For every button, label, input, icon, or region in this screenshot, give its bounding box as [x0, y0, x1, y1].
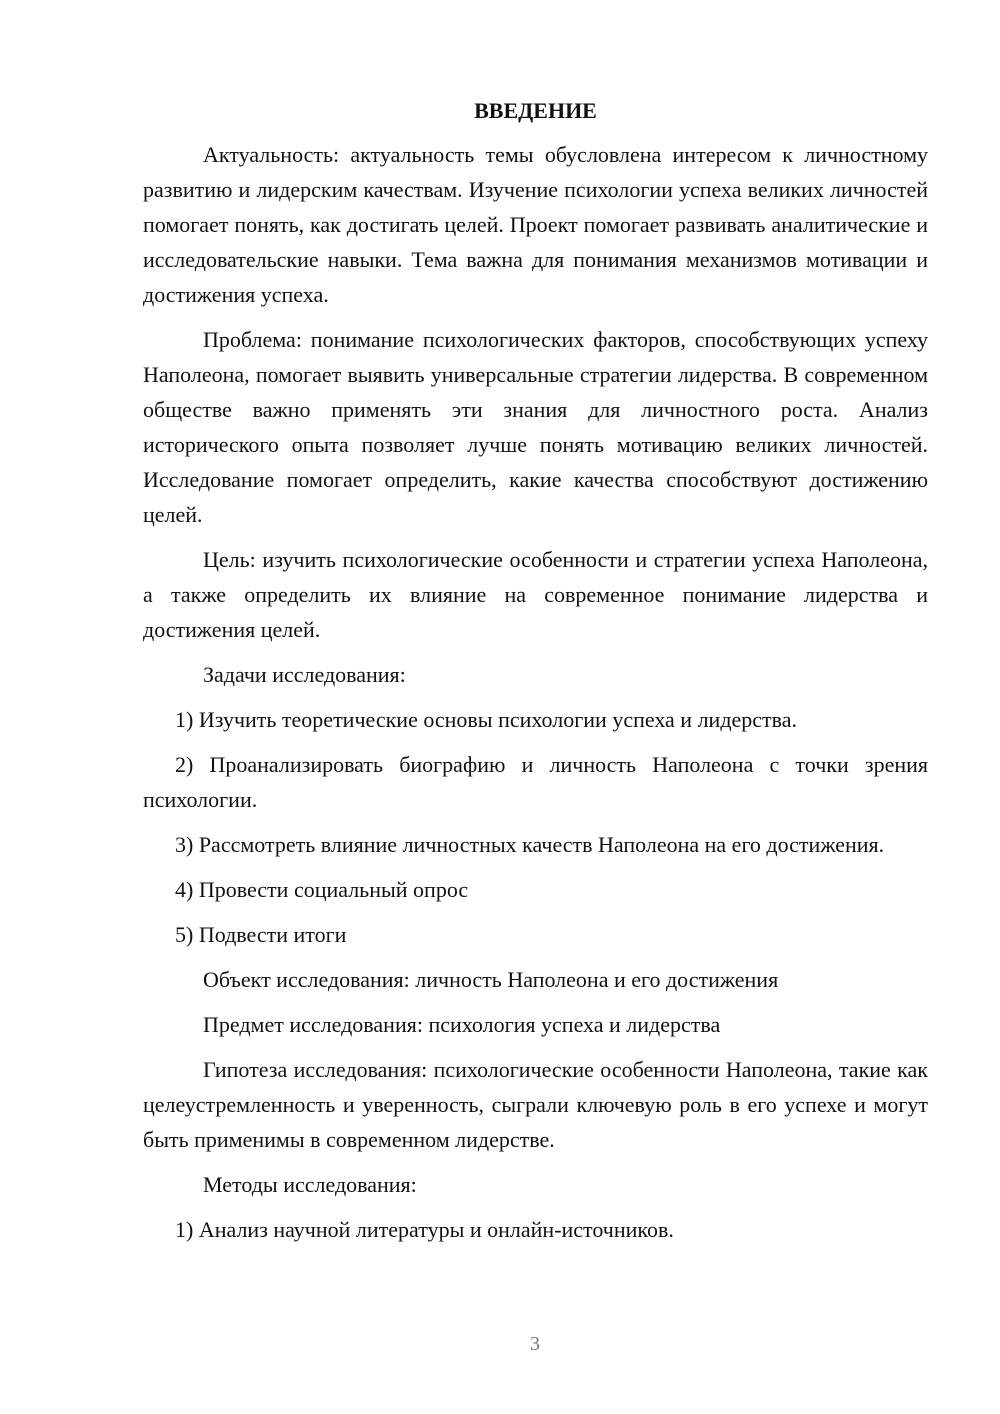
method-item-1: 1) Анализ научной литературы и онлайн-источников.: [175, 1217, 674, 1242]
goal-paragraph: Цель: изучить психологические особенности и стратегии успеха Наполеона, а также определить их влияние на современное понимание лидерства и достижения целей.: [143, 547, 928, 642]
task-item-2: 2) Проанализировать биографию и личность Наполеона с точки зрения психологии.: [143, 752, 928, 812]
task-item-5: 5) Подвести итоги: [175, 922, 347, 947]
page-content: [143, 95, 928, 1257]
tasks-heading: Задачи исследования:: [203, 662, 406, 687]
page-number: 3: [530, 1333, 540, 1355]
object-paragraph: Объект исследования: личность Наполеона и его достижения: [203, 967, 779, 992]
methods-heading: Методы исследования:: [203, 1172, 417, 1197]
task-item-3: 3) Рассмотреть влияние личностных качеств Наполеона на его достижения.: [175, 832, 885, 857]
task-item-1: 1) Изучить теоретические основы психологии успеха и лидерства.: [175, 707, 798, 732]
section-title: ВВЕДЕНИЕ: [474, 98, 597, 123]
task-item-4: 4) Провести социальный опрос: [175, 877, 469, 902]
hypothesis-paragraph: Гипотеза исследования: психологические особенности Наполеона, такие как целеустремленность и уверенность, сыграли ключевую роль в его успехе и могут быть применимы в современном лидерстве.: [143, 1057, 928, 1152]
relevance-paragraph: Актуальность: актуальность темы обусловлена интересом к личностному развитию и лидерским качествам. Изучение психологии успеха великих личностей помогает понять, как достигать целей. Проект помогает развивать аналитические и исследовательские навыки. Тема важна для понимания механизмов мотивации и достижения успеха.: [143, 142, 928, 307]
subject-paragraph: Предмет исследования: психология успеха и лидерства: [203, 1012, 721, 1037]
problem-paragraph: Проблема: понимание психологических факторов, способствующих успеху Наполеона, помогает выявить универсальные стратегии лидерства. В современном обществе важно применять эти знания для личностного роста. Анализ исторического опыта позволяет лучше понять мотивацию великих личностей. Исследование помогает определить, какие качества способствуют достижению целей.: [143, 327, 928, 527]
